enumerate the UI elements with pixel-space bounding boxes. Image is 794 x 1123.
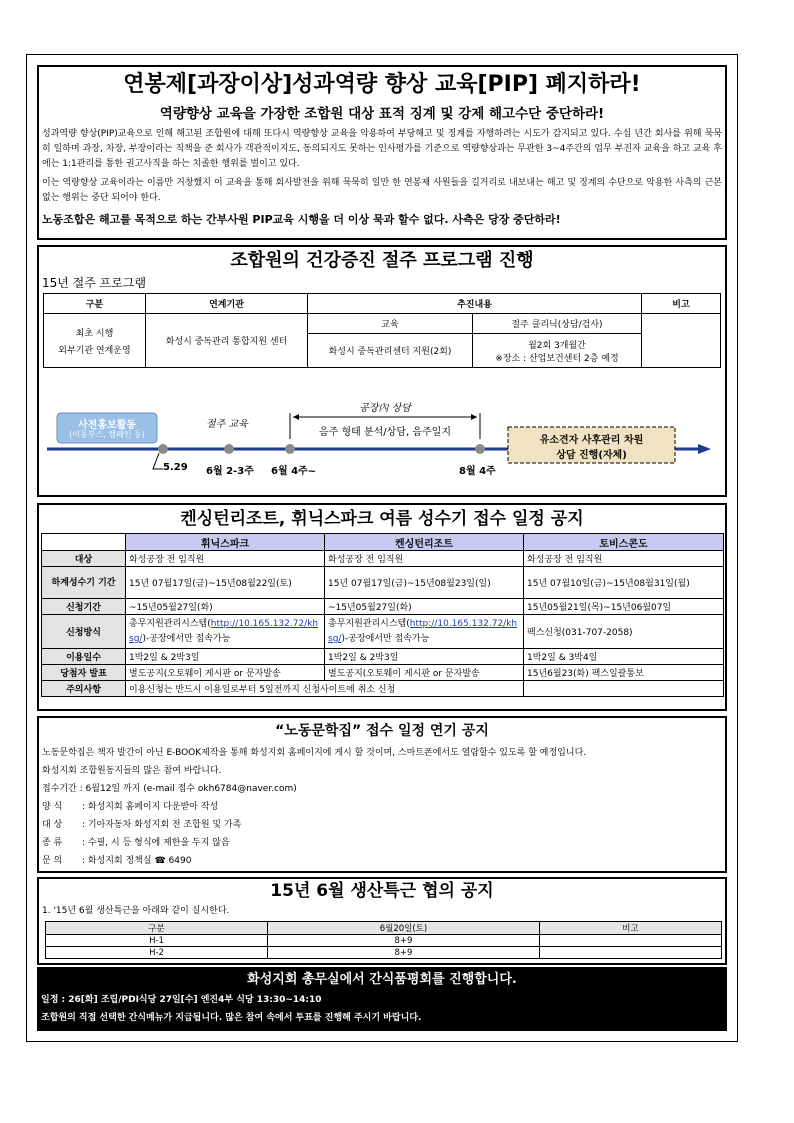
- resort-method-kensington-link[interactable]: http://10.165.132.72/khsg/: [328, 618, 518, 644]
- resort-winners-phoenix: 별도공지(오토웨이 게시판 or 문자발송: [126, 665, 325, 681]
- special-row-h1-value: 8+9: [268, 935, 540, 947]
- literature-item-period: 접수기간 : 6월12일 까지 (e-mail 접수 okh6784@naver.com): [42, 784, 297, 794]
- timeline-label-counsel: 공장內 상담: [359, 403, 411, 414]
- timeline-arrow-head: [698, 444, 711, 454]
- health-header-content: 추진내용: [308, 294, 642, 314]
- resort-winners-tobis: 15년6월23(화) 팩스일괄통보: [524, 665, 724, 681]
- resort-season-kensington: 15년 07월17일(금)~15년08월23일(일): [325, 567, 524, 599]
- special-row-h1-note: [540, 935, 722, 947]
- health-clinic-cell: [473, 334, 642, 368]
- literature-item-type: 종 류 : 수필, 시 등 형식에 제한을 두지 않음: [42, 834, 722, 852]
- resort-title: 켄싱턴리조트, 휘닉스파크 여름 성수기 접수 일정 공지: [180, 509, 584, 529]
- timeline-label-education: 절주 교육: [206, 419, 248, 430]
- health-subheading: 15년 절주 프로그램: [42, 276, 147, 290]
- literature-item-contact-value: 화성지회 정책실 ☎ 6490: [87, 856, 192, 866]
- resort-target-tobis: 화성공장 전 임직원: [524, 551, 724, 567]
- health-subheader-education: 교육: [308, 314, 473, 334]
- health-category-cell: [44, 314, 146, 368]
- special-header-note: 비고: [540, 922, 722, 935]
- resort-row-label-target: 대상: [42, 551, 126, 567]
- resort-season-tobis: 15년 07월10일(금)~15년08월31일(월): [524, 567, 724, 599]
- timeline-final-line1: 유소견자 사후관리 차원: [539, 435, 644, 446]
- resort-col-tobis: 토비스콘도: [524, 534, 724, 551]
- timeline-date-leader: [153, 453, 163, 469]
- health-category-line1: 최초 시행: [75, 328, 114, 339]
- pip-title: 연봉제[과장이상]성과역량 향상 교육[PIP] 폐지하라!: [123, 72, 641, 97]
- resort-row-label-nights: 이용일수: [42, 649, 126, 665]
- resort-caution-empty: [524, 681, 724, 697]
- health-clinic-line2: ※장소 : 산업보건센터 2층 예정: [495, 353, 619, 364]
- timeline-date-4: 8월 4주: [459, 466, 496, 477]
- resort-method-kensington-prefix: 총무지원관리시스템(: [328, 618, 410, 629]
- document-page: [26, 54, 738, 1042]
- timeline-final-line2: 상담 진행(자체): [556, 450, 627, 461]
- literature-item-type-value: 수필, 시 등 형식에 제한을 두지 않음: [87, 838, 230, 848]
- literature-intro-2: 화성지회 조합원동지들의 많은 참여 바랍니다.: [42, 766, 222, 776]
- resort-col-phoenix: 휘닉스파크: [126, 534, 325, 551]
- resort-method-phoenix-suffix: )-공장에서만 접속가능: [142, 633, 231, 644]
- timeline-prep-line2: (이동부스, 캠페인 등): [69, 430, 145, 439]
- timeline-date-2: 6월 2-3주: [206, 466, 254, 477]
- health-subheader-clinic: 절주 클리닉(상담/검사): [473, 314, 642, 334]
- pip-paragraph-2: 이는 역량향상 교육이라는 이름만 거창했지 이 교육을 통해 회사발전을 위해 묵묵히 일만 한 연봉제 사원들을 길거리로 내보내는 해고 및 징계의 수단으로 악용한 사측의 근본 없는 행위는 중단 되어야 한다.: [42, 178, 722, 203]
- special-row-h2-note: [540, 947, 722, 959]
- resort-target-phoenix: 화성공장 전 임직원: [126, 551, 325, 567]
- health-header-agency: 연계기관: [146, 294, 308, 314]
- health-timeline: [43, 399, 723, 494]
- timeline-span-arrow-left: [293, 414, 299, 420]
- health-note-cell: [642, 314, 721, 368]
- resort-table: [41, 533, 724, 697]
- literature-section: [37, 716, 727, 873]
- resort-apply-period-phoenix: ~15년05월27일(화): [126, 599, 325, 615]
- timeline-dot-3: [285, 444, 295, 454]
- resort-method-phoenix: [126, 615, 325, 649]
- special-row-h2-value: 8+9: [268, 947, 540, 959]
- pip-paragraph-1: 성과역량 향상(PIP)교육으로 인해 해고된 조합원에 대해 또다시 역량향상 교육을 악용하여 부당해고 및 징계를 자행하려는 시도가 감지되고 있다. 수십 년간 회사를 위해 묵묵히 일하며 과장, 차장, 부장이라는 직책을 준 회사가 객관적이지도, 동의되지도 못하는 인사평가를 기준으로 역량향상과는 무관한 3~4주간의 업무 부진자 교육을 하고 교육 후에는 1:1관리를 통한 권고사직을 하는 치졸한 행위를 벌이고 있다.: [42, 129, 722, 169]
- timeline-dot-4: [475, 444, 485, 454]
- health-header-note: 비고: [642, 294, 721, 314]
- resort-target-kensington: 화성공장 전 임직원: [325, 551, 524, 567]
- health-clinic-line1: 월2회 3개월간: [528, 340, 586, 351]
- resort-row-label-method: 신청방식: [42, 615, 126, 649]
- literature-item-contact: 문 의 : 화성지회 정책실 ☎ 6490: [42, 852, 722, 870]
- health-section: [37, 245, 727, 497]
- literature-items: [42, 780, 722, 870]
- resort-caution-text: 이용신청는 반드시 이용일로부터 5일전까지 신청사이트에 취소 신청: [126, 681, 524, 697]
- resort-nights-tobis: 1박2일 & 3박4일: [524, 649, 724, 665]
- timeline-date-3: 6월 4주~: [271, 466, 317, 477]
- resort-method-phoenix-prefix: 총무지원관리시스템(: [129, 618, 211, 629]
- health-category-line2: 외부기관 연계운영: [58, 345, 131, 356]
- literature-item-contact-key: 문 의: [42, 856, 63, 866]
- special-row-h2-label: H-2: [46, 947, 268, 959]
- snack-title: 화성지회 총무실에서 간식품평회를 진행합니다.: [247, 972, 517, 987]
- pip-closing: 노동조합은 해고를 목적으로 하는 간부사원 PIP교육 시행을 더 이상 묵과 할수 없다. 사측은 당장 중단하라!: [42, 213, 561, 226]
- resort-row-label-winners: 당첨자 발표: [42, 665, 126, 681]
- resort-col-kensington: 켄싱턴리조트: [325, 534, 524, 551]
- special-header-category: 구분: [46, 922, 268, 935]
- literature-item-form-key: 양 식: [42, 802, 63, 812]
- timeline-date-1: 5.29: [163, 462, 188, 473]
- health-table: [43, 293, 721, 368]
- resort-row-label-apply-period: 신청기간: [42, 599, 126, 615]
- literature-item-type-key: 종 류: [42, 838, 63, 848]
- health-header-category: 구분: [44, 294, 146, 314]
- resort-row-label-season: 하계성수기 기간: [42, 567, 126, 599]
- special-header-date: 6월20일(토): [268, 922, 540, 935]
- snack-section: [37, 967, 727, 1031]
- literature-item-target: 대 상 : 기아자동차 화성지회 전 조합원 및 가족: [42, 816, 722, 834]
- pip-subtitle: 역량향상 교육을 가장한 조합원 대상 표적 징계 및 강제 해고수단 중단하라!: [159, 106, 605, 122]
- special-work-description: 1. '15년 6월 생산특근을 아래와 같이 실시한다.: [42, 906, 230, 916]
- health-agency: 화성시 중독관리 통합지원 센터: [146, 314, 308, 368]
- literature-intro-1: 노동문학집은 책자 발간이 아닌 E-BOOK제작을 통해 화성지회 홈페이지에 게시 할 것이며, 스마트폰에서도 열람할수 있도록 할 예정입니다.: [42, 748, 587, 758]
- resort-nights-phoenix: 1박2일 & 2박3일: [126, 649, 325, 665]
- resort-method-kensington: [325, 615, 524, 649]
- resort-winners-kensington: 별도공지(오토웨이 게시판 or 문자발송: [325, 665, 524, 681]
- snack-message: 조합원의 직접 선택한 간식메뉴가 지급됩니다. 많은 참여 속에서 투표를 진행해 주시기 바랍니다.: [41, 1013, 422, 1023]
- special-work-section: [37, 877, 727, 965]
- literature-item-period-key: 접수기간: [42, 784, 77, 794]
- health-education-value: 화성시 중독관리센터 지원(2회): [308, 334, 473, 368]
- timeline-dot-2: [224, 444, 234, 454]
- literature-item-form-value: 화성지회 홈페이지 다운받아 작성: [87, 802, 219, 812]
- resort-method-tobis: 팩스신청(031-707-2058): [524, 615, 724, 649]
- resort-season-phoenix: 15년 07월17일(금)~15년08월22일(토): [126, 567, 325, 599]
- health-title: 조합원의 건강증진 절주 프로그램 진행: [230, 250, 534, 271]
- resort-apply-period-tobis: 15년05월21일(목)~15년06월07일: [524, 599, 724, 615]
- resort-nights-kensington: 1박2일 & 2박3일: [325, 649, 524, 665]
- resort-section: [37, 503, 727, 711]
- timeline-counsel-detail: 음주 형태 분석/상담, 음주일지: [318, 427, 451, 438]
- literature-item-target-value: 기아자동차 화성지회 전 조합원 및 가족: [87, 820, 242, 830]
- pip-section: [37, 65, 727, 240]
- timeline-prep-line1: 사전홍보활동: [78, 420, 136, 431]
- resort-header-empty: [42, 534, 126, 551]
- resort-row-label-caution: 주의사항: [42, 681, 126, 697]
- resort-method-phoenix-link[interactable]: http://10.165.132.72/khsg/: [129, 618, 319, 644]
- snack-schedule: 일정 : 26[화] 조립/PDI식당 27일[수] 엔진4부 식당 13:30~14:10: [41, 995, 322, 1005]
- literature-title: “노동문학집” 접수 일정 연기 공지: [275, 723, 489, 739]
- timeline-span-arrow-right: [471, 414, 477, 420]
- literature-item-form: 양 식 : 화성지회 홈페이지 다운받아 작성: [42, 798, 722, 816]
- timeline-dot-1: [158, 444, 168, 454]
- special-work-table: [45, 921, 722, 959]
- resort-apply-period-kensington: ~15년05월27일(화): [325, 599, 524, 615]
- special-work-title: 15년 6월 생산특근 협의 공지: [270, 881, 494, 901]
- resort-method-kensington-suffix: )-공장에서만 접속가능: [341, 633, 430, 644]
- literature-item-period-value: 6월12일 까지 (e-mail 접수 okh6784@naver.com): [85, 784, 297, 794]
- literature-item-target-key: 대 상: [42, 820, 63, 830]
- special-row-h1-label: H-1: [46, 935, 268, 947]
